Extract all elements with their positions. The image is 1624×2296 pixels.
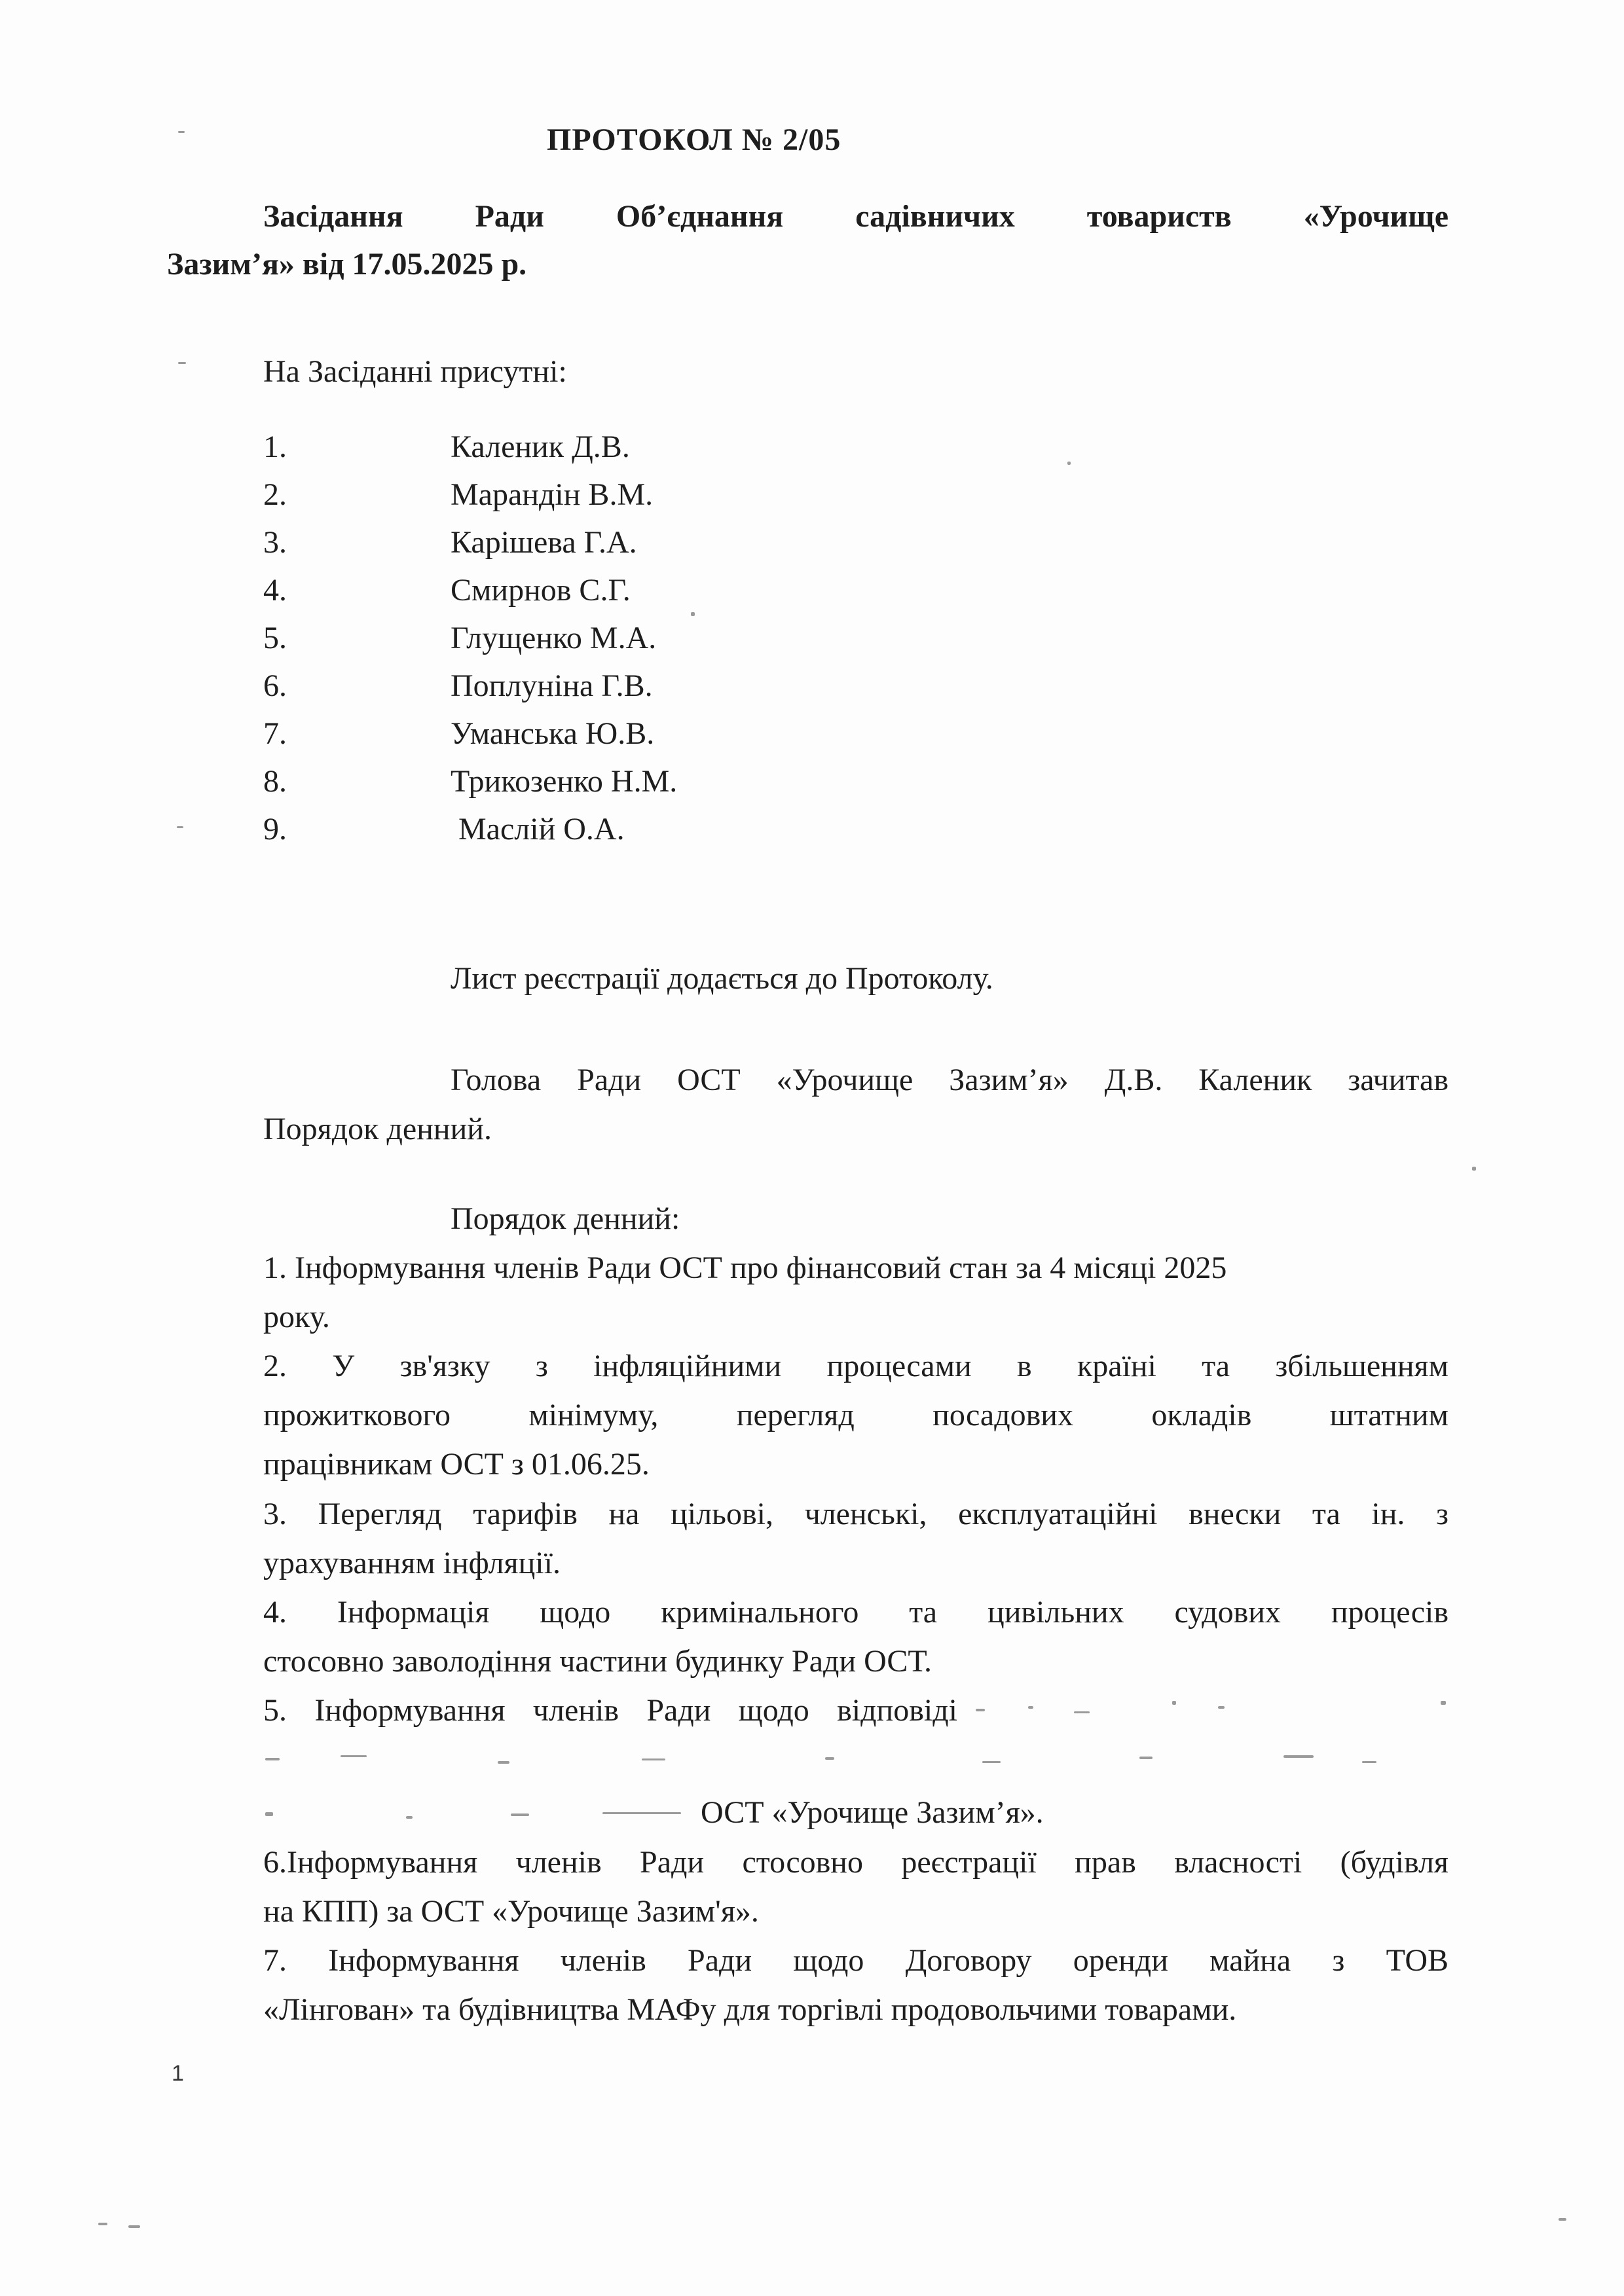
agenda-item-1-line-1: 1. Інформування членів Ради ОСТ про фінансовий стан за 4 місяці 2025: [263, 1250, 1227, 1285]
attendee-number: 7.: [263, 716, 287, 751]
agenda-item-3-line-2: урахуванням інфляції.: [263, 1546, 561, 1580]
agenda-item-4-line-2: стосовно заволодіння частини будинку Ради ОСТ.: [263, 1644, 932, 1679]
agenda-item-3-line-1: 3. Перегляд тарифів на цільові, членські, експлуатаційні внески та ін. з: [263, 1497, 1449, 1531]
redaction-artifact: [1074, 1711, 1090, 1713]
redaction-artifact: [498, 1761, 509, 1764]
meeting-heading-line-2: Зазим’я» від 17.05.2025 р.: [167, 247, 527, 282]
attendees-intro: На Засіданні присутні:: [263, 354, 567, 389]
redaction-artifact: [982, 1761, 1001, 1763]
chair-statement-line-2: Порядок денний.: [263, 1112, 492, 1146]
scan-speck: [177, 826, 183, 828]
attendee-number: 4.: [263, 573, 287, 608]
redaction-artifact: [976, 1709, 985, 1711]
attendee-number: 1.: [263, 429, 287, 464]
scan-speck: [1067, 462, 1071, 465]
redaction-artifact: [341, 1755, 367, 1757]
scan-speck: [691, 612, 695, 616]
attendee-name: Каленик Д.В.: [451, 429, 630, 464]
chair-statement-line-1: Голова Ради ОСТ «Урочище Зазим’я» Д.В. Каленик зачитав: [451, 1063, 1449, 1097]
scan-speck: [1472, 1167, 1476, 1171]
scan-speck: [98, 2223, 107, 2225]
redaction-artifact: [265, 1812, 273, 1816]
redaction-artifact: [1283, 1755, 1314, 1758]
attendee-name: Уманська Ю.В.: [451, 716, 655, 751]
scan-speck: [128, 2225, 140, 2228]
redaction-artifact: [406, 1816, 413, 1819]
agenda-heading: Порядок денний:: [451, 1201, 680, 1236]
protocol-title: ПРОТОКОЛ № 2/05: [547, 122, 841, 157]
agenda-item-2-line-1: 2. У зв'язку з інфляційними процесами в країні та збільшенням: [263, 1349, 1449, 1383]
attendee-name: Маслій О.А.: [458, 812, 625, 847]
redaction-artifact: [1172, 1701, 1176, 1705]
attendee-number: 6.: [263, 668, 287, 703]
scan-speck: [1559, 2218, 1566, 2221]
agenda-item-6-line-2: на КПП) за ОСТ «Урочище Зазим'я».: [263, 1894, 759, 1929]
redaction-artifact: [602, 1812, 681, 1814]
agenda-item-5-line-3: ОСТ «Урочище Зазим’я».: [701, 1795, 1044, 1830]
attendee-name: Глущенко М.А.: [451, 621, 657, 655]
redaction-artifact: [1441, 1701, 1446, 1705]
agenda-item-6-line-1: 6.Інформування членів Ради стосовно реєстрації прав власності (будівля: [263, 1845, 1449, 1880]
meeting-heading-line-1: Засідання Ради Об’єднання садівничих товариств «Урочище: [263, 199, 1449, 234]
agenda-item-7-line-2: «Лінгован» та будівництва МАФу для торгівлі продовольчими товарами.: [263, 1992, 1237, 2027]
attendee-name: Марандін В.М.: [451, 477, 654, 512]
redaction-artifact: [1218, 1706, 1225, 1709]
attendee-number: 5.: [263, 621, 287, 655]
agenda-item-4-line-1: 4. Інформація щодо кримінального та цивільних судових процесів: [263, 1595, 1449, 1630]
attendee-number: 9.: [263, 812, 287, 847]
redaction-artifact: [1362, 1761, 1376, 1763]
redaction-artifact: [1139, 1757, 1153, 1759]
agenda-item-1-line-2: року.: [263, 1300, 330, 1334]
agenda-item-2-line-3: працівникам ОСТ з 01.06.25.: [263, 1447, 650, 1482]
scan-speck: [178, 362, 186, 364]
redaction-artifact: [265, 1758, 280, 1760]
attendee-name: Трикозенко Н.М.: [451, 764, 678, 799]
agenda-item-7-line-1: 7. Інформування членів Ради щодо Договору оренди майна з ТОВ: [263, 1943, 1449, 1978]
attendee-number: 3.: [263, 525, 287, 560]
registration-note: Лист реєстрації додається до Протоколу.: [451, 961, 993, 996]
attendee-name: Смирнов С.Г.: [451, 573, 631, 608]
redaction-artifact: [642, 1758, 665, 1760]
redaction-artifact: [511, 1813, 529, 1816]
redaction-artifact: [1028, 1706, 1033, 1709]
attendee-name: Поплуніна Г.В.: [451, 668, 653, 703]
agenda-item-5-line-1: 5. Інформування членів Ради щодо відповіді: [263, 1693, 957, 1728]
agenda-item-2-line-2: прожиткового мінімуму, перегляд посадових окладів штатним: [263, 1398, 1449, 1432]
page-number: 1: [172, 2061, 184, 2086]
redaction-artifact: [825, 1757, 834, 1760]
attendee-number: 8.: [263, 764, 287, 799]
attendee-number: 2.: [263, 477, 287, 512]
attendee-name: Карішева Г.А.: [451, 525, 637, 560]
scan-speck: [178, 131, 185, 133]
